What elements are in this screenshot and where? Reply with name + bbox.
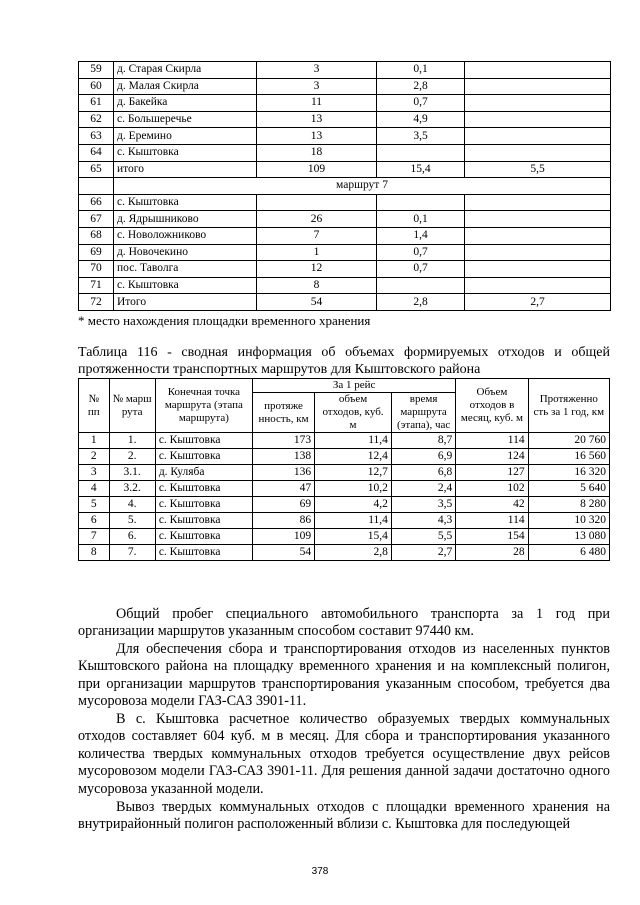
pp-cell: 3 [79, 465, 110, 481]
total-value [465, 144, 611, 161]
header-monthly: Объем отходов в месяц, куб. м [456, 379, 528, 433]
row-number: 59 [79, 62, 114, 79]
paragraph-4: Вывоз твердых коммунальных отходов с площадки временного хранения на внутрирайонный полигон расположенный вблизи с. Кыштовка для последующей [78, 799, 610, 833]
time-cell: 6,8 [391, 465, 455, 481]
settlement-name: с. Новоложниково [114, 227, 257, 244]
row-number: 64 [79, 144, 114, 161]
table-caption: Таблица 116 - сводная информация об объемах формируемых отходов и общей протяженности транспортных маршрутов для Кыштовского района [78, 345, 610, 377]
volume-value: 4,9 [377, 111, 465, 128]
row-number: 65 [79, 161, 114, 178]
row-number: 71 [79, 277, 114, 294]
volume-value: 0,1 [377, 62, 465, 79]
volume-value: 0,7 [377, 244, 465, 261]
points-value: 11 [257, 95, 377, 112]
header-per-trip: За 1 рейс [252, 379, 455, 393]
pp-cell: 4 [79, 481, 110, 497]
total-value [465, 227, 611, 244]
endpoint-cell: с. Кыштовка [155, 513, 252, 529]
time-cell: 2,7 [391, 545, 455, 561]
volume-cell: 11,4 [315, 513, 392, 529]
monthly-cell: 42 [456, 497, 528, 513]
row-number: 60 [79, 78, 114, 95]
time-cell: 4,3 [391, 513, 455, 529]
yearly-cell: 6 480 [528, 545, 609, 561]
section-label: маршрут 7 [114, 178, 611, 195]
table-row [79, 244, 611, 261]
length-cell: 54 [252, 545, 314, 561]
settlement-name: с. Кыштовка [114, 194, 257, 211]
points-value: 3 [257, 78, 377, 95]
row-number: 63 [79, 128, 114, 145]
endpoint-cell: д. Куляба [155, 465, 252, 481]
volume-value: 0,7 [377, 95, 465, 112]
route-cell: 3.2. [109, 481, 155, 497]
volume-value: 0,1 [377, 211, 465, 228]
volume-value: 1,4 [377, 227, 465, 244]
settlement-name: д. Старая Скирла [114, 62, 257, 79]
header-yearly: Протяженно сть за 1 год, км [528, 379, 609, 433]
pp-cell: 1 [79, 433, 110, 449]
points-value: 26 [257, 211, 377, 228]
table-row [79, 481, 610, 497]
time-cell: 8,7 [391, 433, 455, 449]
length-cell: 86 [252, 513, 314, 529]
points-value [257, 194, 377, 211]
settlement-name: с. Большеречье [114, 111, 257, 128]
monthly-cell: 28 [456, 545, 528, 561]
pp-cell: 2 [79, 449, 110, 465]
table-row [79, 144, 611, 161]
endpoint-cell: с. Кыштовка [155, 433, 252, 449]
route-table-body [79, 62, 611, 178]
table-row [79, 497, 610, 513]
yearly-cell: 5 640 [528, 481, 609, 497]
row-number: 70 [79, 261, 114, 278]
points-value: 18 [257, 144, 377, 161]
row-number: 68 [79, 227, 114, 244]
table-row [79, 161, 611, 178]
volume-cell: 12,7 [315, 465, 392, 481]
row-number: 69 [79, 244, 114, 261]
volume-cell: 15,4 [315, 529, 392, 545]
pp-cell: 7 [79, 529, 110, 545]
table-row [79, 449, 610, 465]
endpoint-cell: с. Кыштовка [155, 545, 252, 561]
pp-cell: 5 [79, 497, 110, 513]
yearly-cell: 16 560 [528, 449, 609, 465]
route-cell: 6. [109, 529, 155, 545]
monthly-cell: 114 [456, 513, 528, 529]
paragraph-3: В с. Кыштовка расчетное количество образуемых твердых коммунальных отходов составляет 604 куб. м в месяц. Для сбора и транспортирования указанного количества твердых коммунальных отходов требуется осуществление двух рейсов мусоровозом модели ГАЗ-САЗ 3901-11. Для решения данной задачи достаточно одного мусоровоза указанной модели. [78, 711, 610, 797]
points-value: 54 [257, 294, 377, 311]
length-cell: 136 [252, 465, 314, 481]
volume-value: 2,8 [377, 78, 465, 95]
points-value: 13 [257, 111, 377, 128]
table-row [79, 78, 611, 95]
route-cell: 7. [109, 545, 155, 561]
table-row [79, 465, 610, 481]
volume-value: 0,7 [377, 261, 465, 278]
settlement-name: д. Бакейка [114, 95, 257, 112]
length-cell: 69 [252, 497, 314, 513]
route-cell: 5. [109, 513, 155, 529]
page-number: 378 [311, 866, 329, 877]
settlement-name: с. Кыштовка [114, 144, 257, 161]
route-cell: 2. [109, 449, 155, 465]
time-cell: 6,9 [391, 449, 455, 465]
route-cell: 1. [109, 433, 155, 449]
volume-value: 2,8 [377, 294, 465, 311]
time-cell: 2,4 [391, 481, 455, 497]
summary-table-body [79, 433, 610, 561]
route-table [78, 61, 611, 311]
total-value: 2,7 [465, 294, 611, 311]
row-number: 61 [79, 95, 114, 112]
table-row [79, 111, 611, 128]
total-value [465, 128, 611, 145]
length-cell: 173 [252, 433, 314, 449]
table-row [79, 261, 611, 278]
volume-cell: 2,8 [315, 545, 392, 561]
total-value [465, 194, 611, 211]
pp-cell: 8 [79, 545, 110, 561]
yearly-cell: 8 280 [528, 497, 609, 513]
header-length: протяже нность, км [252, 393, 314, 433]
yearly-cell: 13 080 [528, 529, 609, 545]
table-row [79, 513, 610, 529]
endpoint-cell: с. Кыштовка [155, 481, 252, 497]
monthly-cell: 154 [456, 529, 528, 545]
summary-table [78, 378, 610, 561]
volume-value [377, 194, 465, 211]
row-number: 72 [79, 294, 114, 311]
points-value: 109 [257, 161, 377, 178]
settlement-name: д. Новочекино [114, 244, 257, 261]
monthly-cell: 102 [456, 481, 528, 497]
table-row [79, 294, 611, 311]
header-time: время маршрута (этапа), час [391, 393, 455, 433]
total-value [465, 95, 611, 112]
settlement-name: д. Малая Скирла [114, 78, 257, 95]
table-row [79, 211, 611, 228]
row-number: 67 [79, 211, 114, 228]
yearly-cell: 20 760 [528, 433, 609, 449]
points-value: 13 [257, 128, 377, 145]
route-cell: 4. [109, 497, 155, 513]
table-row [79, 62, 611, 79]
volume-cell: 4,2 [315, 497, 392, 513]
table-row [79, 95, 611, 112]
yearly-cell: 16 320 [528, 465, 609, 481]
pp-cell: 6 [79, 513, 110, 529]
endpoint-cell: с. Кыштовка [155, 497, 252, 513]
points-value: 12 [257, 261, 377, 278]
paragraph-2: Для обеспечения сбора и транспортирования отходов из населенных пунктов Кыштовского района на площадку временного хранения и на комплексный полигон, при организации маршрутов транспортирования указанным способом, требуется два мусоровоза модели ГАЗ-САЗ 3901-11. [78, 641, 610, 710]
total-value [465, 211, 611, 228]
total-value [465, 244, 611, 261]
length-cell: 47 [252, 481, 314, 497]
total-value [465, 277, 611, 294]
volume-value [377, 277, 465, 294]
section-row [79, 178, 611, 195]
settlement-name: итого [114, 161, 257, 178]
total-value: 5,5 [465, 161, 611, 178]
row-number: 62 [79, 111, 114, 128]
points-value: 3 [257, 62, 377, 79]
table-row [79, 128, 611, 145]
row-number: 66 [79, 194, 114, 211]
table-row [79, 529, 610, 545]
volume-cell: 11,4 [315, 433, 392, 449]
table-row [79, 194, 611, 211]
points-value: 7 [257, 227, 377, 244]
volume-cell: 10,2 [315, 481, 392, 497]
time-cell: 3,5 [391, 497, 455, 513]
footnote: * место нахождения площадки временного хранения [78, 313, 371, 328]
table-row [79, 227, 611, 244]
total-value [465, 111, 611, 128]
points-value: 1 [257, 244, 377, 261]
volume-value: 15,4 [377, 161, 465, 178]
volume-value [377, 144, 465, 161]
endpoint-cell: с. Кыштовка [155, 529, 252, 545]
table-row [79, 545, 610, 561]
table-row [79, 433, 610, 449]
settlement-name: пос. Таволга [114, 261, 257, 278]
header-route: № марш рута [109, 379, 155, 433]
settlement-name: Итого [114, 294, 257, 311]
header-endpoint: Конечная точка маршрута (этапа маршрута) [155, 379, 252, 433]
monthly-cell: 114 [456, 433, 528, 449]
points-value: 8 [257, 277, 377, 294]
volume-value: 3,5 [377, 128, 465, 145]
length-cell: 109 [252, 529, 314, 545]
endpoint-cell: с. Кыштовка [155, 449, 252, 465]
total-value [465, 261, 611, 278]
total-value [465, 78, 611, 95]
paragraph-1: Общий пробег специального автомобильного транспорта за 1 год при организации маршрутов указанным способом составит 97440 км. [78, 606, 610, 640]
yearly-cell: 10 320 [528, 513, 609, 529]
length-cell: 138 [252, 449, 314, 465]
route-cell: 3.1. [109, 465, 155, 481]
header-pp: № пп [79, 379, 110, 433]
monthly-cell: 127 [456, 465, 528, 481]
monthly-cell: 124 [456, 449, 528, 465]
time-cell: 5,5 [391, 529, 455, 545]
header-volume: объем отходов, куб. м [315, 393, 392, 433]
volume-cell: 12,4 [315, 449, 392, 465]
settlement-name: д. Еремино [114, 128, 257, 145]
total-value [465, 62, 611, 79]
settlement-name: д. Ядрышниково [114, 211, 257, 228]
route-table-body-2 [79, 194, 611, 310]
settlement-name: с. Кыштовка [114, 277, 257, 294]
table-row [79, 277, 611, 294]
